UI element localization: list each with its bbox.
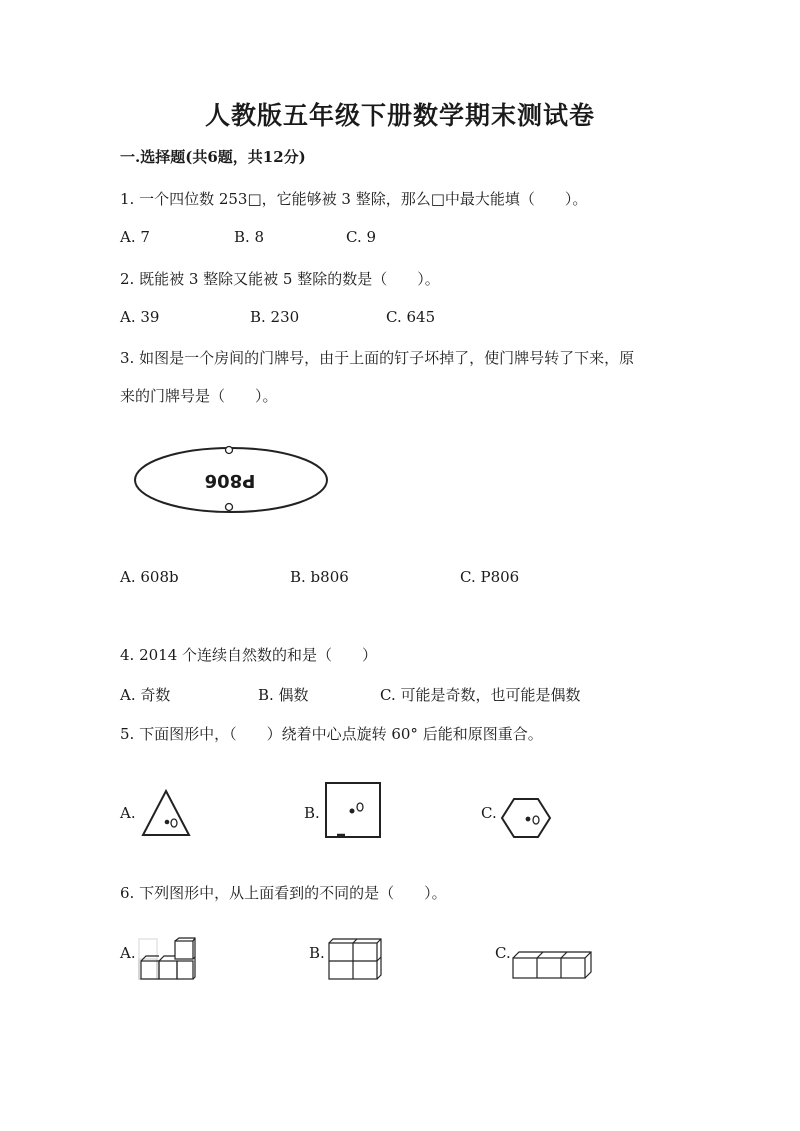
q1-option-b[interactable]: B. 8	[234, 228, 265, 246]
question-5: 5. 下面图形中，（ ）绕着中心点旋转 60° 后能和原图重合。	[120, 725, 543, 743]
q4-option-a[interactable]: A. 奇数	[120, 686, 171, 704]
q6-option-b[interactable]: B.	[309, 944, 325, 962]
q6-option-c[interactable]: C.	[495, 944, 511, 962]
q4-option-b[interactable]: B. 偶数	[258, 686, 309, 704]
q5-option-b[interactable]: B.	[304, 804, 320, 822]
q1-option-c[interactable]: C. 9	[346, 228, 377, 246]
hexagon-figure	[500, 796, 552, 844]
q5-option-a[interactable]: A.	[120, 804, 136, 822]
q2-option-c[interactable]: C. 645	[386, 308, 436, 326]
question-2: 2. 既能被 3 整除又能被 5 整除的数是（ ）。	[120, 270, 440, 288]
cube-row-c	[511, 950, 595, 984]
question-4: 4. 2014 个连续自然数的和是（ ）	[120, 646, 378, 664]
center-dot	[350, 809, 355, 814]
q2-option-a[interactable]: A. 39	[120, 308, 160, 326]
q3-option-c[interactable]: C. P806	[460, 568, 520, 586]
question-1: 1. 一个四位数 253□，它能够被 3 整除，那么□中最大能填（ ）。	[120, 190, 588, 208]
cube-stack-b	[327, 937, 383, 985]
q1-option-a[interactable]: A. 7	[120, 228, 150, 246]
square-figure	[323, 780, 383, 844]
cube-stack-a	[138, 937, 196, 985]
q3-option-b[interactable]: B. b806	[290, 568, 349, 586]
door-plate-figure	[133, 442, 329, 518]
q5-option-c[interactable]: C.	[481, 804, 497, 822]
page-title: 人教版五年级下册数学期末测试卷	[204, 101, 595, 130]
question-3-line-1: 3. 如图是一个房间的门牌号，由于上面的钉子坏掉了，使门牌号转了下来，原	[120, 349, 635, 367]
q2-option-b[interactable]: B. 230	[250, 308, 300, 326]
door-plate-number: P806	[204, 470, 256, 491]
q3-option-a[interactable]: A. 608b	[120, 568, 179, 586]
q4-option-c[interactable]: C. 可能是奇数，也可能是偶数	[380, 686, 581, 704]
center-dot	[165, 820, 170, 825]
section-heading: 一.选择题(共6题，共12分)	[120, 148, 306, 166]
question-3-line-2: 来的门牌号是（ ）。	[120, 387, 278, 405]
question-6: 6. 下列图形中，从上面看到的不同的是（ ）。	[120, 884, 447, 902]
triangle-figure	[140, 788, 192, 842]
center-dot	[526, 817, 531, 822]
q6-option-a[interactable]: A.	[120, 944, 136, 962]
